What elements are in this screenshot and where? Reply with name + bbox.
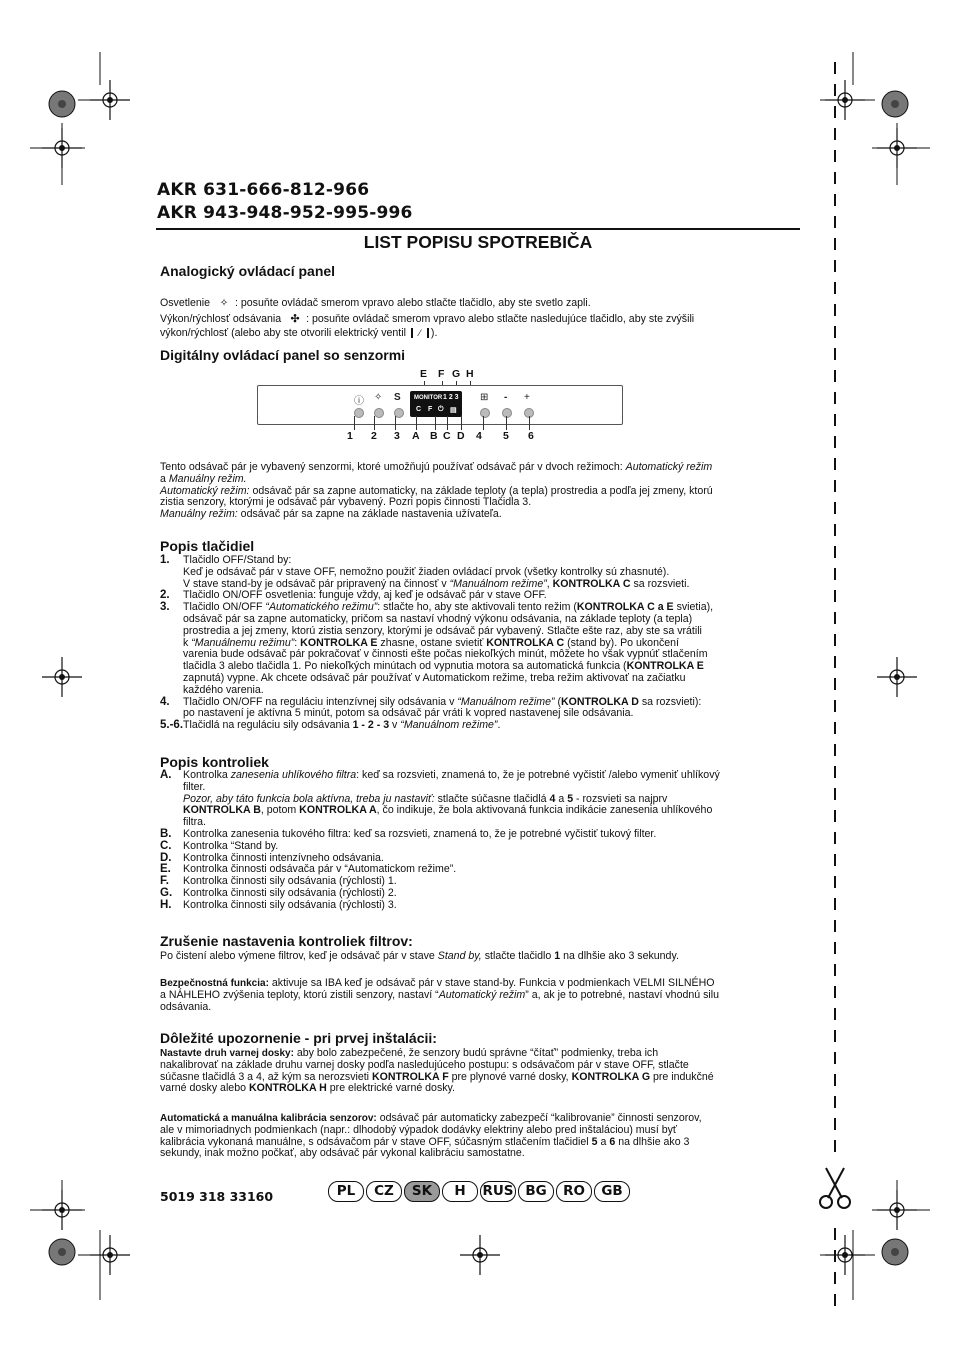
lamp-desc-item	[160, 770, 800, 829]
label-A: A	[412, 430, 420, 442]
digital-heading: Digitálny ovládací panel so senzormi	[160, 347, 406, 363]
light-text: : posuňte ovládač smerom vpravo alebo stlačte tlačidlo, aby ste svetlo zapli.	[235, 297, 591, 309]
language-tab-cz[interactable]: CZ	[366, 1181, 402, 1202]
lamp-desc-item	[160, 829, 800, 841]
lamp-desc-number: G.	[160, 886, 173, 899]
calibration-text: Automatická a manuálna kalibrácia senzorov: odsávač pár automaticky zabezpečí “kalibrovanie” činnosti senzorov, ale v mimoriadnych podmienkach (napr.: dlhodobý výpadok dodávky elektriny alebo pred inštaláciou) musí byť kalibrácia vykonaná manuálne, s odsávačom pár v stave OFF, súčasným stlačením tlačidiel 5 a 6 na dlhšie ako 3 sekundy, inak možno počkať, aby odsávač pár vykonal kalibráciu samostatne.	[160, 1112, 702, 1160]
label-3: 3	[394, 430, 400, 442]
button-desc-number: 1.	[160, 554, 170, 566]
label-4: 4	[476, 430, 482, 442]
model-line-1: AKR 631-666-812-966	[157, 180, 370, 200]
lamp-desc-text: Kontrolka činnosti odsávača pár v “Automatickom režime”.	[183, 863, 457, 876]
language-tab-h[interactable]: H	[442, 1181, 478, 1202]
lamp-desc-text: Kontrolka činnosti sily odsávania (rýchlosti) 2.	[183, 886, 397, 899]
sensor-icon: S	[394, 392, 401, 403]
scissors-icon	[818, 1166, 852, 1210]
label-E: E	[420, 368, 428, 380]
lamp-desc-item	[160, 841, 800, 853]
lamp-desc-number: B.	[160, 827, 172, 840]
lamp-desc-number: F.	[160, 875, 169, 888]
analog-heading: Analogický ovládací panel	[160, 263, 336, 279]
language-tab-pl[interactable]: PL	[328, 1181, 364, 1202]
label-B: B	[430, 430, 438, 442]
display-text: MONITOR	[414, 395, 443, 401]
install-heading: Dôležité upozornenie - pri prvej inštalácii:	[160, 1030, 437, 1046]
button-desc-item	[160, 602, 800, 696]
button-desc-text: Tlačidlá na reguláciu sily odsávania 1 - 2 - 3 v “Manuálnom režime”.	[183, 719, 501, 732]
lamp-icon: ✧	[219, 297, 229, 309]
lamp-desc-number: A.	[160, 769, 172, 781]
button-desc-number: 2.	[160, 589, 170, 602]
label-H: H	[466, 368, 474, 380]
language-tab-gb[interactable]: GB	[594, 1181, 630, 1202]
lamp-desc-number: C.	[160, 839, 172, 852]
lamps-list	[160, 770, 800, 912]
button-desc-number: 4.	[160, 695, 170, 708]
power-text-2: výkon/rýchlosť (alebo aby ste otvorili elektrický ventil	[160, 327, 406, 339]
document-code: 5019 318 33160	[160, 1189, 274, 1204]
valve-icon: ⁄	[411, 328, 429, 338]
label-2: 2	[371, 430, 377, 442]
button-desc-number: 3.	[160, 601, 170, 614]
display-digits: 1 2 3	[443, 394, 459, 401]
language-tab-bg[interactable]: BG	[518, 1181, 554, 1202]
button-desc-text: Tlačidlo ON/OFF na reguláciu intenzívnej sily odsávania v “Manuálnom režime” (KONTROLKA D sa rozsvieti): po nastavení je aktívna 5 minút, potom sa odsávač pár vráti k vopred nastavenej sile odsávania.	[183, 695, 702, 720]
intensive-icon: ⊞	[480, 392, 489, 403]
buttons-list	[160, 555, 800, 732]
button-desc-item	[160, 697, 800, 721]
lamps-heading: Popis kontroliek	[160, 754, 269, 770]
label-5: 5	[503, 430, 509, 442]
analog-power-line-2: výkon/rýchlosť (alebo aby ste otvorili elektrický ventil ⁄ ).	[160, 327, 438, 339]
lamp-desc-text: Kontrolka “Stand by.	[183, 839, 279, 852]
label-G: G	[452, 368, 461, 380]
language-tab-sk[interactable]: SK	[404, 1181, 440, 1202]
language-tab-ro[interactable]: RO	[556, 1181, 592, 1202]
lamp-desc-number: H.	[160, 898, 172, 911]
label-C: C	[443, 430, 451, 442]
lamp-desc-text: Kontrolka zanesenia uhlíkového filtra: keď sa rozsvieti, znamená to, že je potrebné vyčistiť /alebo vymeniť uhlíkový filter. Pozor, aby táto funkcia bola aktívna, treba ju nastaviť: stlačte súčasne tlačidlá 4 a 5 - rozsvieti sa najprv KONTROLKA B, potom KONTROLKA A, čo indikuje, že bola aktivovaná funkcia indikácie zanesenia uhlíkového filtra.	[183, 769, 720, 829]
button-desc-text: Tlačidlo ON/OFF “Automatického režimu”: stlačte ho, aby ste aktivovali tento režim (KONTROLKA C a E svietia), odsávač pár sa zapne automaticky, pričom sa nastaví vhodný výkonu odsávania, na základe teploty (a tepla) prostredia a jej zmeny, ktorú zistia senzory, ktorými je odsávač pár vybavený. Stlačte ešte raz, aby ste sa vrátili k “Manuálnemu režimu”: KONTROLKA E zhasne, ostane svietiť KONTROLKA C (stand by). Po ukončení varenia bude odsávač pár pokračovať v činnosti ešte počas niekoľkých minút, môžete ho však vypnúť stlačením tlačidla 3 alebo tlačidla 1. Po niekoľkých minútach od vypnutia motora sa automatická funkcia (KONTROLKA E zapnutá) vypne. Ak chcete odsávač pár používať v Automatickom režime, treba režim aktivovať na začiatku každého varenia.	[183, 601, 714, 696]
lamp-desc-item	[160, 888, 800, 900]
model-line-2: AKR 943-948-952-995-996	[157, 203, 413, 223]
button-desc-item	[160, 720, 800, 732]
safety-text: Bezpečnostná funkcia: aktivuje sa IBA keď je odsávač pár v stave stand-by. Funkcia v podmienkach VELMI SILNÉHO a NÁHLEHO zvýšenia teploty, ktorú zistili senzory, nastaví “Automatický režim” a, ak je to potrebné, nastaví vhodnú silu odsávania.	[160, 977, 719, 1013]
lamp-desc-text: Kontrolka činnosti sily odsávania (rýchlosti) 3.	[183, 898, 397, 911]
language-tab-rus[interactable]: RUS	[480, 1181, 516, 1202]
lamp-icon: ✧	[374, 392, 383, 403]
analog-light-line	[160, 298, 800, 310]
lamp-desc-text: Kontrolka činnosti sily odsávania (rýchlosti) 1.	[183, 875, 397, 888]
page-title: LIST POPISU SPOTREBIČA	[363, 232, 593, 252]
lamp-desc-number: E.	[160, 863, 171, 876]
analog-power-line	[160, 314, 800, 326]
button-2	[374, 408, 384, 418]
label-D: D	[457, 430, 465, 442]
button-1	[354, 408, 364, 418]
lamp-desc-text: Kontrolka zanesenia tukového filtra: keď sa rozsvieti, znamená to, že je potrebné vyčistiť tukový filter.	[183, 827, 657, 840]
label-F: F	[438, 368, 445, 380]
language-tabs	[328, 1181, 632, 1202]
lamp-desc-text: Kontrolka činnosti intenzívneho odsávania.	[183, 851, 384, 864]
intro-text: Tento odsávač pár je vybavený senzormi, ktoré umožňujú používať odsávač pár v dvoch režimoch: Automatický režim a Manuálny režim. Automatický režim: odsávač pár sa zapne automaticky, na základe teploty (a tepla) prostredia a podľa jej zmeny, ktorú zistia senzory, ktorými je odsávač pár vybavený. Pozri popis činnosti Tlačidla 3. Manuálny režim: odsávač pár sa zapne na základe nastavenia užívateľa.	[160, 461, 713, 521]
button-desc-text: Tlačidlo ON/OFF osvetlenia: funguje vždy, aj keď je odsávač pár v stave OFF.	[183, 589, 547, 602]
power-text: : posuňte ovládač smerom vpravo alebo stlačte nasledujúce tlačidlo, aby ste zvýšili	[306, 313, 695, 325]
label-1: 1	[347, 430, 353, 442]
buttons-heading: Popis tlačidiel	[160, 538, 255, 554]
title-rule	[156, 228, 800, 230]
lamp-desc-number: D.	[160, 851, 172, 864]
hob-text: Nastavte druh varnej dosky: aby bolo zabezpečené, že senzory budú správne “čítať” podmienky, treba ich nakalibrovať na základe druhu varnej dosky podľa nasledujúceho postupu: s odsávačom pár v stave OFF, stlačte súčasne tlačidlá 3 a 4, až kým sa nerozsvieti KONTROLKA F pre plynové varné dosky, KONTROLKA G pre indukčné varné dosky alebo KONTROLKA H pre elektrické varné dosky.	[160, 1047, 714, 1095]
label-6: 6	[528, 430, 534, 442]
power-icon: ⓘ	[354, 396, 364, 407]
button-4	[480, 408, 490, 418]
minus-icon: -	[504, 392, 508, 403]
button-desc-number: 5.-6.	[160, 719, 184, 732]
fan-icon: ✣	[290, 313, 300, 325]
control-panel-diagram	[257, 385, 623, 425]
lamp-desc-item	[160, 900, 800, 912]
display: MONITOR 1 2 3 C F ⏻ ▤	[410, 391, 462, 417]
plus-icon: +	[524, 392, 530, 403]
button-5	[502, 408, 512, 418]
reset-heading: Zrušenie nastavenia kontroliek filtrov:	[160, 933, 413, 949]
reset-text: Po čistení alebo výmene filtrov, keď je odsávač pár v stave Stand by, stlačte tlačidlo 1 na dlhšie ako 3 sekundy.	[160, 950, 679, 962]
button-desc-item	[160, 555, 800, 590]
power-label: Výkon/rýchlosť odsávania	[160, 313, 282, 325]
light-label: Osvetlenie	[160, 297, 211, 309]
button-desc-text: Tlačidlo OFF/Stand by: Keď je odsávač pár v stave OFF, nemožno použiť žiaden ovládací prvok (všetky kontrolky sú zhasnuté). V stave stand-by je odsávač pár pripravený na činnosť v “Manuálnom režime”, KONTROLKA C sa rozsvieti.	[183, 554, 690, 590]
